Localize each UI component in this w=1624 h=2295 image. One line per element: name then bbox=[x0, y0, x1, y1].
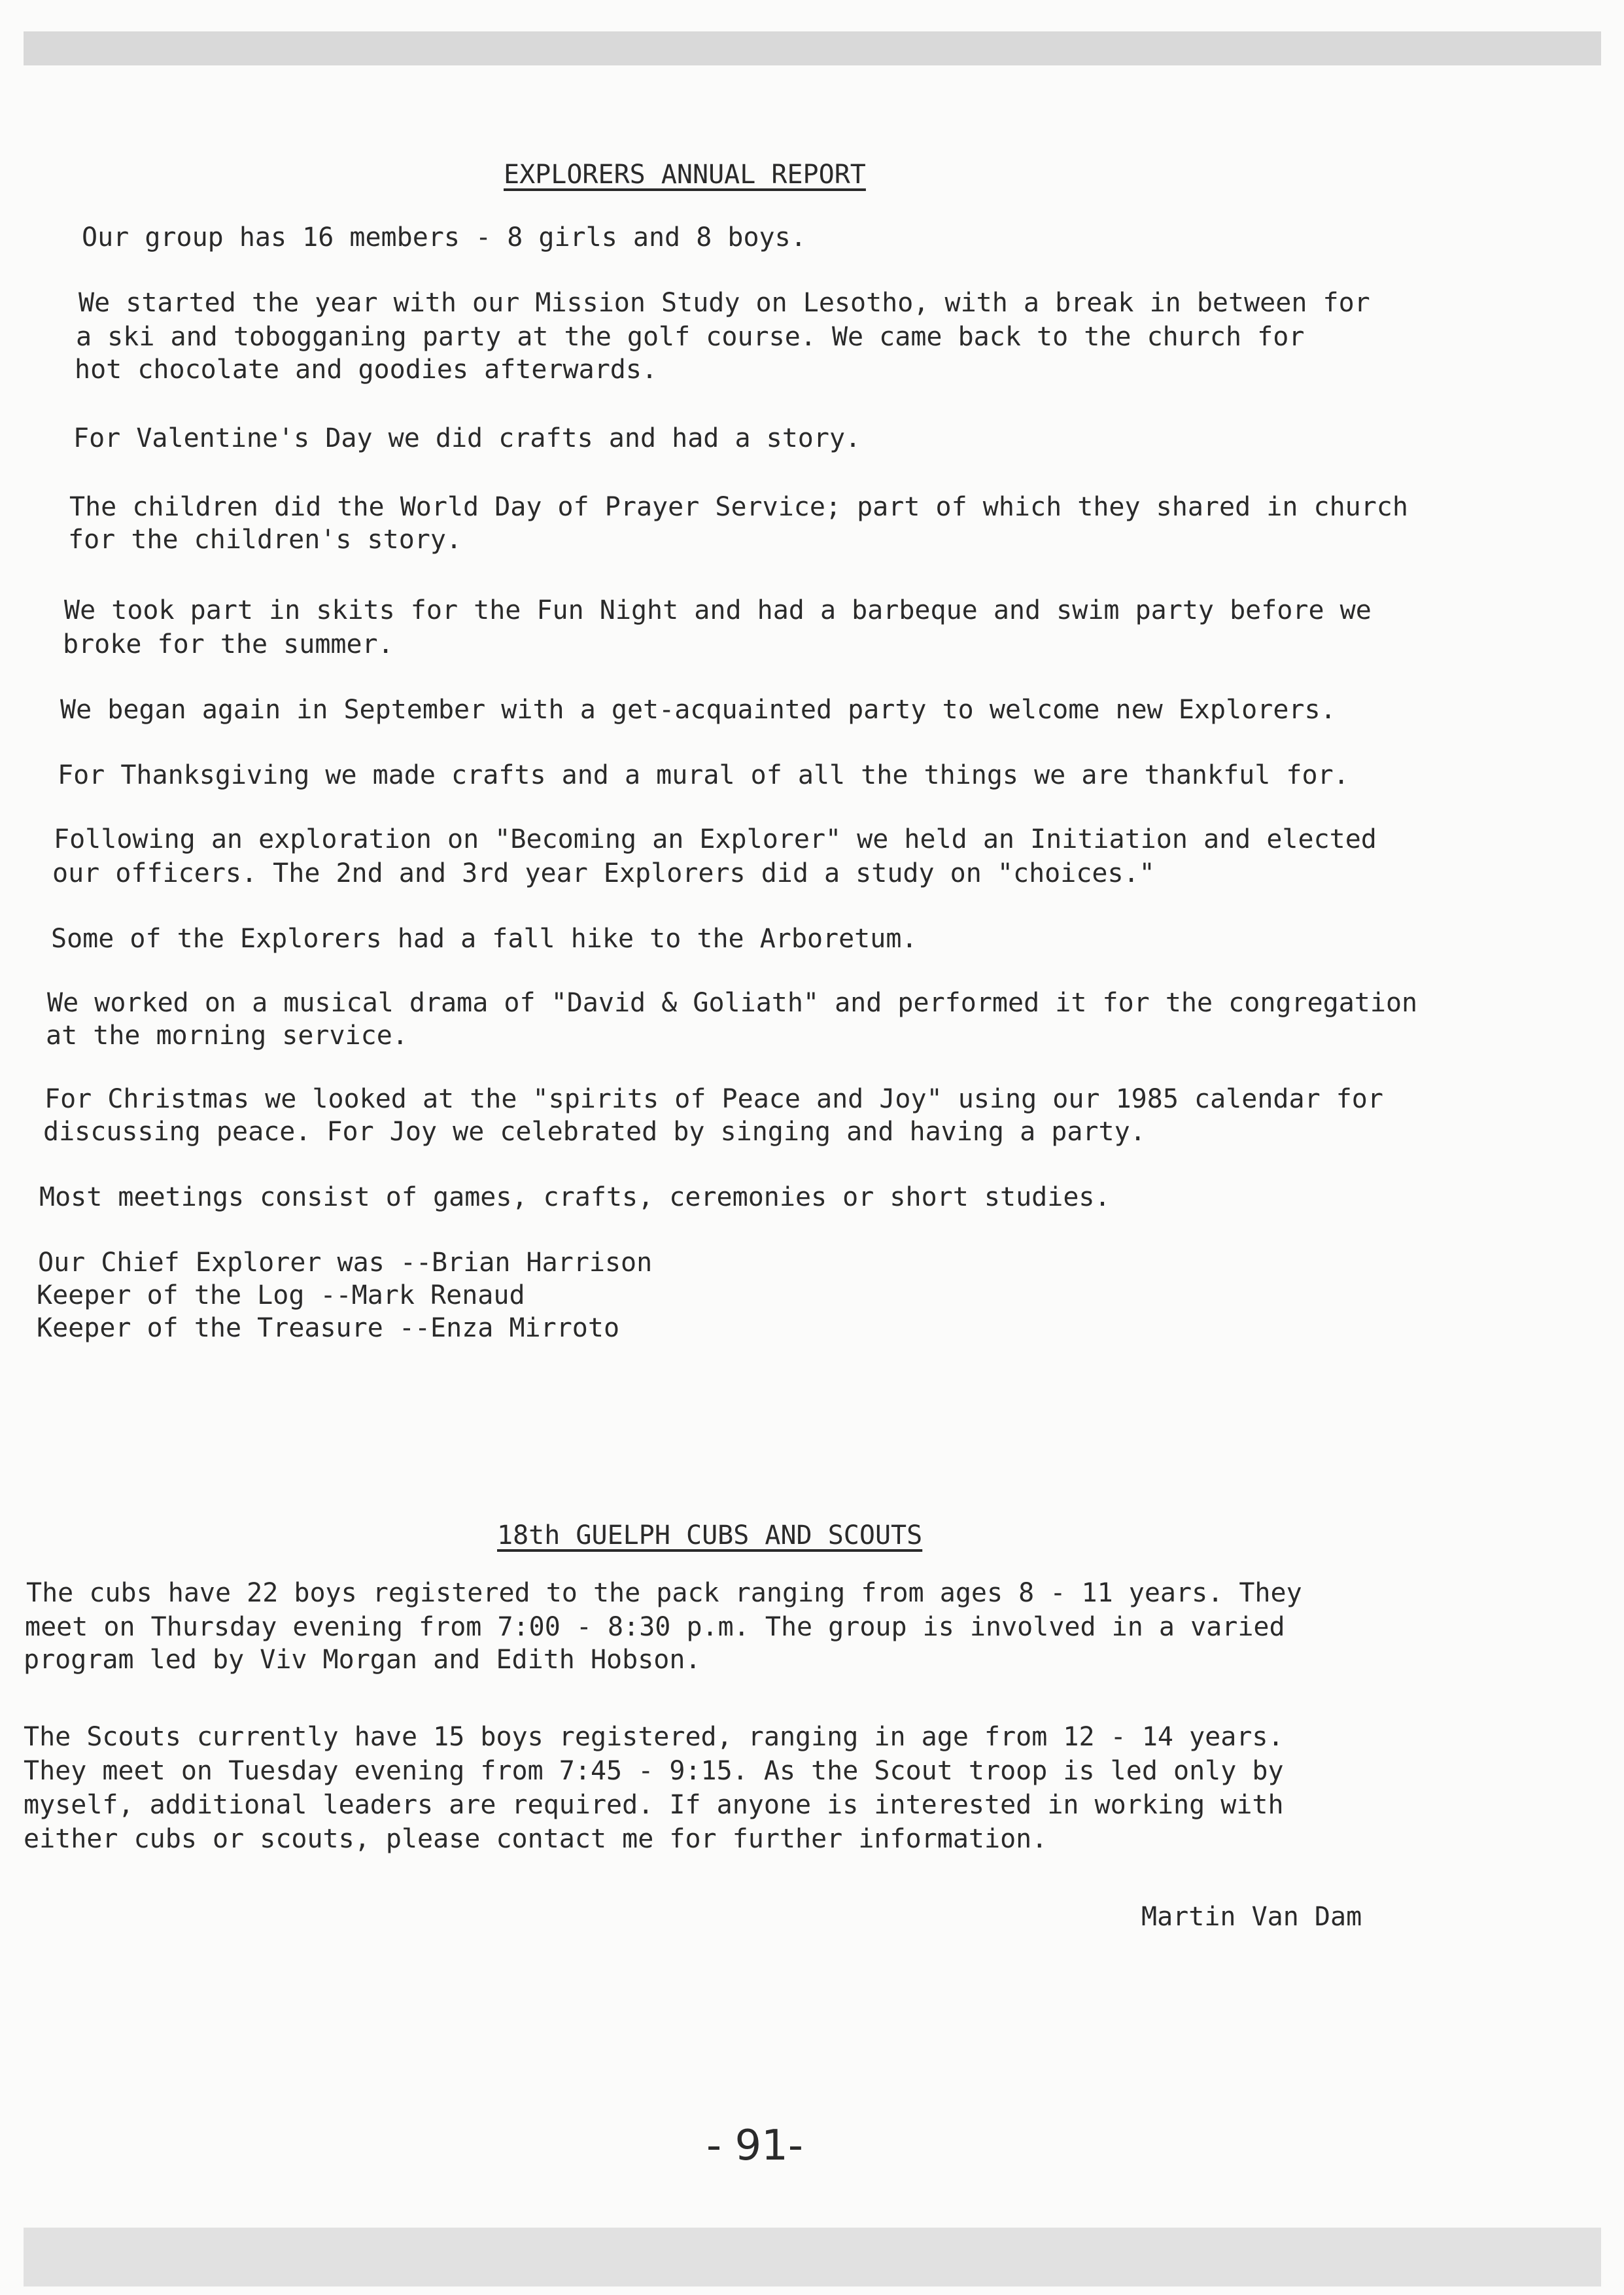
page-number: - 91- bbox=[706, 2122, 803, 2170]
scan-top-band bbox=[24, 31, 1601, 65]
scouts-p2-line1: The Scouts currently have 15 boys registered, ranging in age from 12 - 14 years. bbox=[24, 1722, 1284, 1752]
explorers-p11-line1: For Christmas we looked at the "spirits of Peace and Joy" using our 1985 calendar for bbox=[44, 1084, 1383, 1114]
explorers-p11-line2: discussing peace. For Joy we celebrated by singing and having a party. bbox=[43, 1117, 1146, 1147]
explorers-p8-line2: our officers. The 2nd and 3rd year Explorers did a study on "choices." bbox=[52, 858, 1155, 888]
officer-keeper-treasure: Keeper of the Treasure --Enza Mirroto bbox=[37, 1313, 620, 1343]
explorers-p3-line1: For Valentine's Day we did crafts and had a story. bbox=[73, 423, 861, 453]
signature-name: Martin Van Dam bbox=[1141, 1902, 1362, 1932]
scouts-p1-line3: program led by Viv Morgan and Edith Hobson. bbox=[24, 1645, 701, 1675]
scouts-p2-line3: myself, additional leaders are required. If anyone is interested in working with bbox=[24, 1790, 1284, 1820]
explorers-p2-line2: a ski and tobogganing party at the golf course. We came back to the church for bbox=[76, 322, 1305, 352]
explorers-p10-line2: at the morning service. bbox=[46, 1021, 408, 1051]
explorers-title: EXPLORERS ANNUAL REPORT bbox=[504, 160, 866, 190]
explorers-p4-line2: for the children's story. bbox=[68, 525, 462, 555]
explorers-p2-line1: We started the year with our Mission Study on Lesotho, with a break in between for bbox=[78, 288, 1370, 318]
explorers-p8-line1: Following an exploration on "Becoming an Explorer" we held an Initiation and elected bbox=[54, 824, 1377, 854]
explorers-p10-line1: We worked on a musical drama of "David & Goliath" and performed it for the congregation bbox=[47, 988, 1418, 1018]
scouts-p2-line4: either cubs or scouts, please contact me for further information. bbox=[24, 1824, 1048, 1854]
scouts-p2-line2: They meet on Tuesday evening from 7:45 - 9:15. As the Scout troop is led only by bbox=[24, 1756, 1284, 1786]
officer-chief-explorer: Our Chief Explorer was --Brian Harrison bbox=[38, 1248, 653, 1278]
explorers-p7-line1: For Thanksgiving we made crafts and a mural of all the things we are thankful for. bbox=[58, 760, 1349, 790]
scouts-p1-line2: meet on Thursday evening from 7:00 - 8:30 p.m. The group is involved in a varied bbox=[25, 1612, 1285, 1642]
scouts-p1-line1: The cubs have 22 boys registered to the pack ranging from ages 8 - 11 years. They bbox=[26, 1578, 1302, 1608]
explorers-p1-line1: Our group has 16 members - 8 girls and 8 boys. bbox=[82, 222, 806, 253]
explorers-p4-line1: The children did the World Day of Prayer Service; part of which they shared in church bbox=[69, 492, 1408, 522]
scouts-title: 18th GUELPH CUBS AND SCOUTS bbox=[497, 1520, 923, 1550]
explorers-p6-line1: We began again in September with a get-acquainted party to welcome new Explorers. bbox=[60, 695, 1336, 725]
explorers-p12-line1: Most meetings consist of games, crafts, ceremonies or short studies. bbox=[39, 1182, 1111, 1212]
officer-keeper-log: Keeper of the Log --Mark Renaud bbox=[37, 1280, 525, 1310]
explorers-p9-line1: Some of the Explorers had a fall hike to the Arboretum. bbox=[51, 924, 918, 954]
explorers-p2-line3: hot chocolate and goodies afterwards. bbox=[75, 355, 658, 385]
explorers-p5-line1: We took part in skits for the Fun Night and had a barbeque and swim party before we bbox=[64, 595, 1372, 625]
scan-bottom-band bbox=[24, 2228, 1601, 2286]
explorers-p5-line2: broke for the summer. bbox=[63, 629, 394, 659]
